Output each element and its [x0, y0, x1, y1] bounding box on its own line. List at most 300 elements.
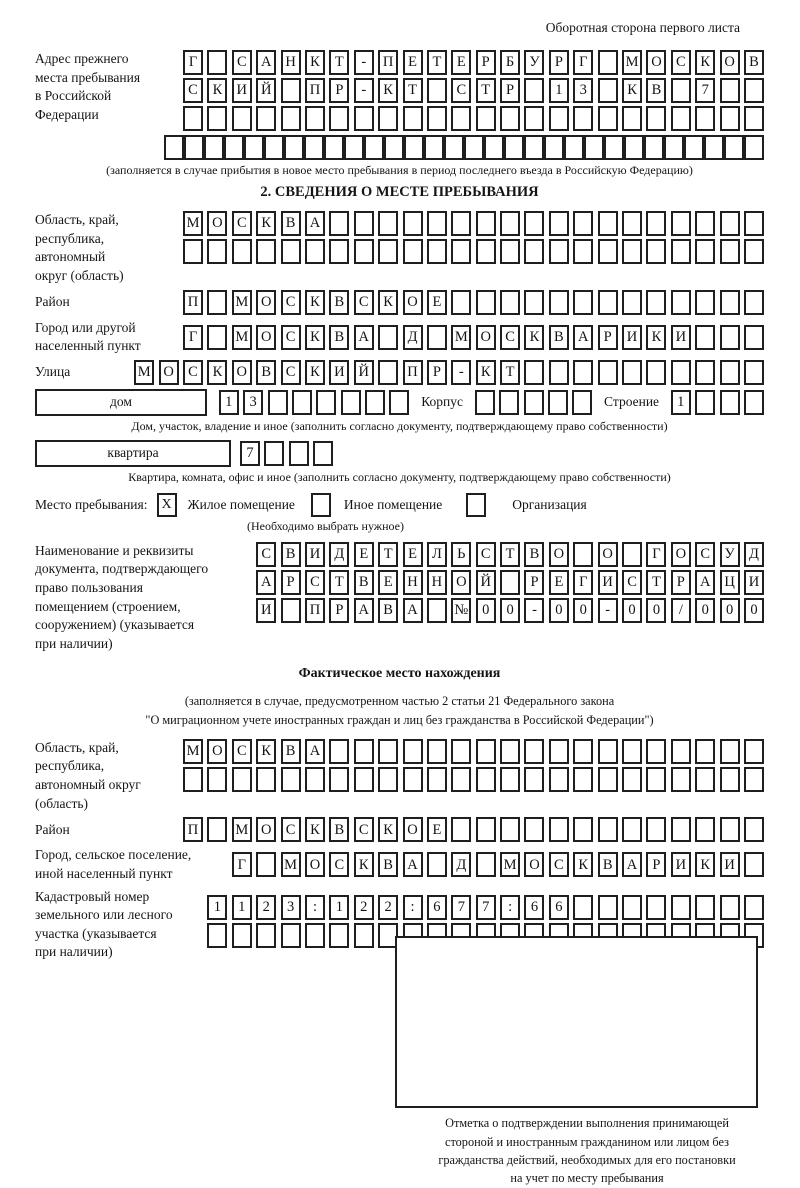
char-cell [476, 739, 496, 764]
char-cell: 6 [549, 895, 569, 920]
char-cell: Б [500, 50, 520, 75]
char-cell: 2 [354, 895, 374, 920]
region-field [35, 211, 764, 286]
char-cell [232, 106, 252, 131]
char-cell [313, 441, 333, 466]
char-cell: А [622, 852, 642, 877]
house-note: Дом, участок, владение и иное (заполнить согласно документу, подтверждающему право собственности) [131, 418, 668, 433]
char-cell: О [159, 360, 179, 385]
char-cell [476, 290, 496, 315]
char-cell [646, 817, 666, 842]
char-cell: Т [427, 50, 447, 75]
char-cell [720, 325, 740, 350]
char-cell [720, 360, 740, 385]
char-cell: О [256, 325, 276, 350]
char-cell: Т [646, 570, 666, 595]
char-cell [695, 390, 715, 415]
char-cell: И [305, 542, 325, 567]
char-cell [329, 739, 349, 764]
actual-region-row-1 [183, 739, 764, 764]
char-cell [598, 239, 618, 264]
char-cell: Й [476, 570, 496, 595]
char-cell: О [646, 50, 666, 75]
section2-title: 2. СВЕДЕНИЯ О МЕСТЕ ПРЕБЫВАНИЯ [260, 184, 539, 200]
char-cell: 1 [671, 390, 691, 415]
char-cell [720, 106, 740, 131]
cadastral-row-1 [207, 895, 764, 920]
house-field [35, 389, 764, 416]
char-cell [598, 767, 618, 792]
char-cell: М [281, 852, 301, 877]
char-cell [622, 895, 642, 920]
char-cell [281, 78, 301, 103]
char-cell: К [378, 78, 398, 103]
char-cell [304, 135, 324, 160]
district-field [35, 290, 764, 315]
char-cell: О [256, 817, 276, 842]
previous-address-row-2 [183, 78, 764, 103]
district-row [183, 290, 764, 315]
char-cell: К [476, 360, 496, 385]
char-cell: К [524, 325, 544, 350]
char-cell: Е [354, 542, 374, 567]
char-cell: П [403, 360, 423, 385]
char-cell [427, 767, 447, 792]
option-other-premise-label: Иное помещение [343, 496, 443, 512]
char-cell: Г [183, 50, 203, 75]
char-cell [524, 290, 544, 315]
stay-type-note: (Необходимо выбрать нужное) [247, 518, 404, 533]
char-cell: Р [549, 50, 569, 75]
char-cell: О [232, 360, 252, 385]
char-cell: М [232, 817, 252, 842]
char-cell: Р [671, 570, 691, 595]
char-cell: Е [549, 570, 569, 595]
char-cell [548, 390, 568, 415]
char-cell [622, 106, 642, 131]
char-cell [378, 739, 398, 764]
char-cell: А [256, 570, 276, 595]
char-cell [264, 135, 284, 160]
actual-location-law-note: (заполняется в случае, предусмотренном частью 2 статьи 21 Федерального закона "О миграционном учете иностранных граждан и лиц без гражданства в Российской Федерации") [145, 693, 654, 728]
char-cell: А [305, 211, 325, 236]
char-cell: Р [329, 78, 349, 103]
char-cell [720, 211, 740, 236]
char-cell [622, 767, 642, 792]
char-cell [573, 817, 593, 842]
char-cell: С [183, 78, 203, 103]
char-cell [384, 135, 404, 160]
char-cell: К [256, 739, 276, 764]
char-cell [500, 239, 520, 264]
char-cell [549, 360, 569, 385]
char-cell: П [378, 50, 398, 75]
char-cell: К [256, 211, 276, 236]
char-cell: К [305, 50, 325, 75]
char-cell: Т [378, 542, 398, 567]
char-cell: 1 [329, 895, 349, 920]
char-cell [524, 739, 544, 764]
char-cell [695, 211, 715, 236]
char-cell [256, 852, 276, 877]
char-cell [500, 290, 520, 315]
char-cell: Г [232, 852, 252, 877]
char-cell [476, 211, 496, 236]
char-cell [704, 135, 724, 160]
char-cell: К [695, 852, 715, 877]
char-cell: В [549, 325, 569, 350]
char-cell: У [524, 50, 544, 75]
char-cell: М [183, 211, 203, 236]
char-cell [524, 767, 544, 792]
char-cell: 0 [744, 598, 764, 623]
region-label: Область, край, республика, автономный округ (область) [35, 212, 124, 283]
char-cell [305, 767, 325, 792]
char-cell [598, 78, 618, 103]
char-cell [499, 390, 519, 415]
char-cell [378, 211, 398, 236]
char-cell [684, 135, 704, 160]
char-cell: 0 [573, 598, 593, 623]
street-row [134, 360, 764, 385]
char-cell [573, 360, 593, 385]
char-cell [744, 106, 764, 131]
char-cell: Г [573, 570, 593, 595]
document-field [35, 542, 764, 654]
char-cell: О [549, 542, 569, 567]
char-cell: П [183, 290, 203, 315]
char-cell: - [598, 598, 618, 623]
char-cell [671, 739, 691, 764]
char-cell: К [695, 50, 715, 75]
char-cell [524, 135, 544, 160]
char-cell: К [573, 852, 593, 877]
char-cell: Р [598, 325, 618, 350]
char-cell: М [622, 50, 642, 75]
char-cell: 0 [622, 598, 642, 623]
char-cell: К [305, 360, 325, 385]
char-cell [184, 135, 204, 160]
char-cell [378, 325, 398, 350]
char-cell: К [646, 325, 666, 350]
char-cell [354, 739, 374, 764]
char-cell [524, 390, 544, 415]
char-cell [305, 923, 325, 948]
char-cell [403, 106, 423, 131]
char-cell [292, 390, 312, 415]
char-cell [365, 390, 385, 415]
char-cell [476, 852, 496, 877]
char-cell [524, 211, 544, 236]
actual-region-field [35, 739, 764, 814]
char-cell [744, 390, 764, 415]
city-field [35, 319, 764, 356]
char-cell [256, 767, 276, 792]
char-cell [622, 542, 642, 567]
char-cell [598, 290, 618, 315]
char-cell [549, 239, 569, 264]
char-cell [671, 78, 691, 103]
apartment-type-box: квартира [35, 440, 231, 467]
char-cell [744, 852, 764, 877]
char-cell [695, 360, 715, 385]
char-cell: С [281, 290, 301, 315]
char-cell [232, 923, 252, 948]
char-cell: Д [403, 325, 423, 350]
char-cell [524, 106, 544, 131]
char-cell: С [281, 817, 301, 842]
char-cell [476, 767, 496, 792]
char-cell [378, 767, 398, 792]
char-cell: 3 [573, 78, 593, 103]
char-cell [451, 290, 471, 315]
char-cell [451, 817, 471, 842]
checkbox-other-premise [311, 493, 331, 517]
char-cell [207, 817, 227, 842]
char-cell [329, 767, 349, 792]
char-cell: Т [476, 78, 496, 103]
document-row-1 [256, 542, 764, 567]
house-type-box: дом [35, 389, 207, 416]
char-cell [378, 360, 398, 385]
apartment-cells [240, 441, 333, 466]
char-cell: С [695, 542, 715, 567]
char-cell: С [500, 325, 520, 350]
char-cell: 2 [256, 895, 276, 920]
char-cell: С [329, 852, 349, 877]
apartment-note: Квартира, комната, офис и иное (заполнить согласно документу, подтверждающему право собственности) [128, 469, 671, 484]
char-cell: С [232, 211, 252, 236]
char-cell [573, 739, 593, 764]
char-cell [646, 290, 666, 315]
actual-district-row [183, 817, 764, 842]
char-cell [305, 239, 325, 264]
char-cell [329, 211, 349, 236]
char-cell: П [305, 78, 325, 103]
char-cell [720, 767, 740, 792]
previous-address-note: (заполняется в случае прибытия в новое место пребывания в период последнего въезда в Российскую Федерацию) [106, 163, 693, 177]
char-cell: М [232, 290, 252, 315]
char-cell [695, 767, 715, 792]
char-cell [500, 106, 520, 131]
char-cell [720, 739, 740, 764]
char-cell: 1 [207, 895, 227, 920]
char-cell: Р [500, 78, 520, 103]
char-cell: 0 [549, 598, 569, 623]
char-cell [573, 211, 593, 236]
char-cell: К [622, 78, 642, 103]
char-cell: Т [500, 360, 520, 385]
document-label: Наименование и реквизиты документа, подтверждающего право пользования помещением (строением, сооружением) (указывается при наличии) [35, 542, 209, 651]
char-cell [720, 895, 740, 920]
char-cell: В [524, 542, 544, 567]
char-cell: 1 [232, 895, 252, 920]
char-cell [695, 895, 715, 920]
char-cell: М [500, 852, 520, 877]
option-organization-label: Организация [512, 496, 587, 512]
char-cell: К [305, 817, 325, 842]
char-cell: Д [451, 852, 471, 877]
actual-district-field [35, 817, 764, 842]
char-cell [427, 239, 447, 264]
char-cell [204, 135, 224, 160]
char-cell [646, 767, 666, 792]
stroenie-cells [671, 390, 764, 415]
char-cell [354, 211, 374, 236]
char-cell [476, 817, 496, 842]
checkbox-organization [466, 493, 486, 517]
char-cell: 0 [720, 598, 740, 623]
char-cell [744, 239, 764, 264]
char-cell [604, 135, 624, 160]
char-cell [564, 135, 584, 160]
char-cell [268, 390, 288, 415]
char-cell: Г [646, 542, 666, 567]
page-side-note: Оборотная сторона первого листа [545, 20, 740, 35]
char-cell [244, 135, 264, 160]
char-cell [354, 923, 374, 948]
document-row-2 [256, 570, 764, 595]
char-cell [427, 211, 447, 236]
char-cell [500, 570, 520, 595]
char-cell [573, 895, 593, 920]
char-cell [624, 135, 644, 160]
char-cell [744, 135, 764, 160]
char-cell [451, 239, 471, 264]
char-cell: 0 [500, 598, 520, 623]
char-cell: Й [354, 360, 374, 385]
char-cell: П [305, 598, 325, 623]
region-row-1 [183, 211, 764, 236]
char-cell: А [695, 570, 715, 595]
char-cell: А [256, 50, 276, 75]
char-cell: Г [573, 50, 593, 75]
char-cell: И [622, 325, 642, 350]
char-cell [476, 239, 496, 264]
char-cell [549, 817, 569, 842]
char-cell [720, 239, 740, 264]
char-cell [183, 767, 203, 792]
char-cell [598, 817, 618, 842]
char-cell: С [281, 325, 301, 350]
char-cell [695, 325, 715, 350]
char-cell: Н [427, 570, 447, 595]
char-cell [329, 239, 349, 264]
char-cell [500, 211, 520, 236]
char-cell [598, 211, 618, 236]
char-cell: 1 [219, 390, 239, 415]
actual-city-label: Город, сельское поселение, иной населенный пункт [35, 847, 192, 881]
char-cell [404, 135, 424, 160]
char-cell [622, 290, 642, 315]
char-cell [344, 135, 364, 160]
char-cell [232, 239, 252, 264]
char-cell [451, 739, 471, 764]
char-cell [354, 239, 374, 264]
char-cell: И [232, 78, 252, 103]
option-residential-label: Жилое помещение [187, 496, 295, 512]
char-cell [646, 106, 666, 131]
char-cell: К [207, 360, 227, 385]
char-cell: К [378, 290, 398, 315]
char-cell: А [403, 598, 423, 623]
char-cell [281, 106, 301, 131]
char-cell: О [524, 852, 544, 877]
char-cell [622, 360, 642, 385]
checkbox-residential: X [157, 493, 177, 517]
char-cell [389, 390, 409, 415]
char-cell [183, 106, 203, 131]
char-cell [164, 135, 184, 160]
char-cell [424, 135, 444, 160]
char-cell [573, 767, 593, 792]
char-cell: И [744, 570, 764, 595]
registration-mark-caption: Отметка о подтверждении выполнения принимающей стороной и иностранным гражданином или лицом без гражданства действий, необходимых для его постановки на учет по месту пребывания [438, 1116, 736, 1186]
char-cell: И [720, 852, 740, 877]
char-cell [549, 106, 569, 131]
char-cell [427, 598, 447, 623]
previous-address-label: Адрес прежнего места пребывания в Российской Федерации [35, 51, 141, 122]
cadastral-label: Кадастровый номер земельного или лесного участка (указывается при наличии) [35, 888, 173, 960]
char-cell: С [354, 817, 374, 842]
house-number-cells [219, 390, 410, 415]
char-cell [364, 135, 384, 160]
char-cell [622, 239, 642, 264]
char-cell: Д [744, 542, 764, 567]
char-cell [695, 106, 715, 131]
char-cell [281, 923, 301, 948]
city-label: Город или другой населенный пункт [35, 319, 141, 354]
char-cell: П [183, 817, 203, 842]
char-cell [232, 767, 252, 792]
char-cell [646, 895, 666, 920]
char-cell [671, 239, 691, 264]
char-cell [281, 767, 301, 792]
char-cell: С [549, 852, 569, 877]
char-cell [451, 106, 471, 131]
actual-region-label: Область, край, республика, автономный округ (область) [35, 739, 141, 811]
document-row-3 [256, 598, 764, 623]
char-cell: Р [476, 50, 496, 75]
char-cell [524, 817, 544, 842]
char-cell [504, 135, 524, 160]
char-cell: Н [281, 50, 301, 75]
char-cell [341, 390, 361, 415]
char-cell: Т [403, 78, 423, 103]
char-cell: - [524, 598, 544, 623]
char-cell: Д [329, 542, 349, 567]
korpus-label: Корпус [421, 394, 464, 410]
char-cell [598, 106, 618, 131]
char-cell [720, 78, 740, 103]
char-cell: В [329, 325, 349, 350]
char-cell: О [598, 542, 618, 567]
char-cell [644, 135, 664, 160]
char-cell: С [232, 50, 252, 75]
char-cell: В [744, 50, 764, 75]
char-cell [316, 390, 336, 415]
char-cell [744, 290, 764, 315]
char-cell: Г [183, 325, 203, 350]
char-cell [671, 360, 691, 385]
char-cell [207, 239, 227, 264]
char-cell: Е [403, 542, 423, 567]
char-cell [744, 360, 764, 385]
char-cell: У [720, 542, 740, 567]
char-cell: И [256, 598, 276, 623]
region-grid [183, 211, 764, 264]
char-cell [378, 239, 398, 264]
